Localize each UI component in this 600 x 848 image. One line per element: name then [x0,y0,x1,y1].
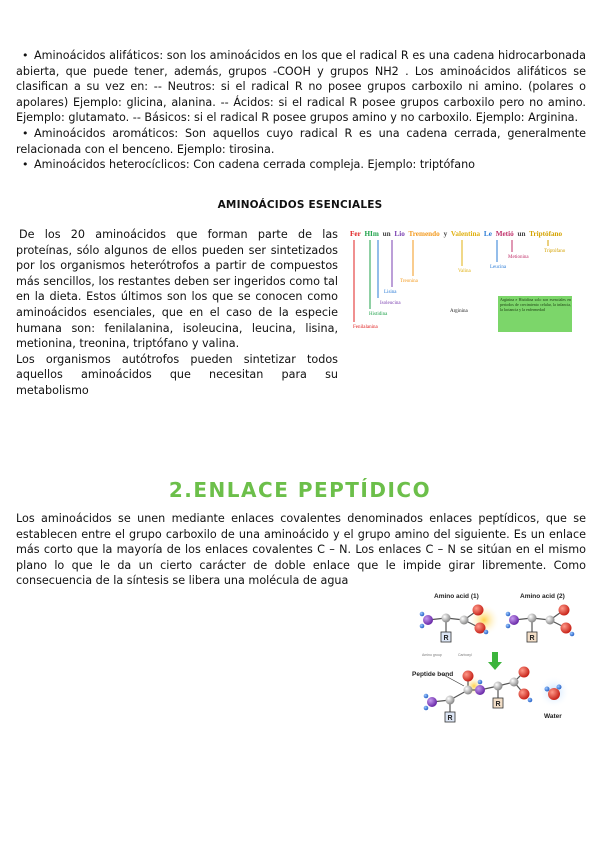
mnemonic-word: un [382,230,391,238]
mnemonic-word: un [517,230,526,238]
list-item: • Aminoácidos aromáticos: Son aquellos cuyo radical R es una cadena cerrada, generalmente relacionada con el benceno. Ejemplo: tirosina. [16,126,586,157]
mnemonic-word: Valentina [450,230,481,238]
essential-paragraph-2: Los organismos autótrofos pueden sintetizar todos aquellos aminoácidos que necesitan para su metabolismo [16,352,338,397]
carboxyl-label: Carboxyl [458,653,472,657]
peptide-paragraph: Los aminoácidos se unen mediante enlaces covalentes denominados enlaces peptídicos, que se establecen entre el grupo carboxilo de una aminoácido y el grupo amino del siguiente. Es un enlace más corto que la mayoría de los enlaces covalentes C – N. Los enlaces C – N se sitúan en el mismo plano lo que le da un cierto carácter de doble enlace que le impide girar libremente. Como consecuencia de la síntesis se libera una molécula de agua [16,512,586,588]
r-group-3: R [447,715,453,722]
water-label: Water [544,713,562,720]
label-isoleucina: Isoleucina [380,301,401,306]
list-item: • Aminoácidos heterocíclicos: Con cadena cerrada compleja. Ejemplo: triptófano [16,157,586,173]
mnemonic-word: Fer [350,230,361,238]
label-lisina: Lisina [384,290,397,295]
essential-text [16,227,338,399]
amino-types-list [16,48,586,173]
r-group-2: R [529,635,535,642]
label-arginina: Arginina [450,309,468,314]
mnemonic-diagram [350,224,590,336]
r-group-4: R [495,701,501,708]
amino-group-label: Amino group [422,653,442,657]
label-leucina: Leucina [490,265,507,270]
label-treonina: Treonina [400,279,418,284]
mnemonic-word: Le [483,230,492,238]
mnemonic-word: HIm [364,230,379,238]
mnemonic-word: Tremendo [408,230,440,238]
mnemonic-word: Lio [394,230,405,238]
peptide-bond-illustration [412,590,592,726]
label-fenilalanina: Fenilalanina [353,325,378,330]
label-histidina: Histidina [369,312,388,317]
note-text: Arginina e Histidina solo son esenciales en periodos de crecimiento celular, la infancia, la lactancia y la enfermedad [500,297,571,312]
label-valina: Valina [458,269,471,274]
amino-acid-1-label: Amino acid (1) [434,593,479,600]
mnemonic-word: Metió [495,230,514,238]
essential-heading: AMINOÁCIDOS ESENCIALES [217,199,383,211]
amino-acid-2-label: Amino acid (2) [520,593,565,600]
page-section-title: 2.ENLACE PEPTÍDICO [168,478,432,502]
label-triptofano: Triptófano [544,249,566,254]
list-item: • Aminoácidos alifáticos: son los aminoácidos en los que el radical R es una cadena hidrocarbonada abierta, que puede tener, además, grupos -COOH y grupos NH2 . Los aminoácidos alifáticos se clasifican a su vez en: -- Neutros: si el radical R no posee grupos carboxilo ni amino. (polares o apolares) Ejemplo: glicina, alanina. -- Ácidos: si el radical R posee grupos carboxilo pero no amino. Ejemplo: glutamato. -- Básicos: si el radical R posee grupos amino y no carboxilo. Ejemplo: Arginina. [16,48,586,126]
peptide-text [16,511,586,589]
mnemonic-word: y [443,230,448,238]
r-group-1: R [443,635,449,642]
peptide-bond-label: Peptide bond [412,671,454,678]
label-metionina: Metionina [508,255,529,260]
mnemonic-word: Triptófano [529,230,563,238]
essential-paragraph-1: De los 20 aminoácidos que forman parte de las proteínas, sólo algunos de ellos pueden ser sintetizados por los organismos heterótrofos a partir de compuestos más sencillos, los restantes deben ser ingeridos como tal en la dieta. Estos últimos son los que se conocen como aminoácidos esenciales, que en el caso de la especie humana son: fenilalanina, isoleucina, leucina, lisina, metionina, treonina, triptófano y valina. [16,228,338,351]
mnemonic-title [350,230,563,238]
